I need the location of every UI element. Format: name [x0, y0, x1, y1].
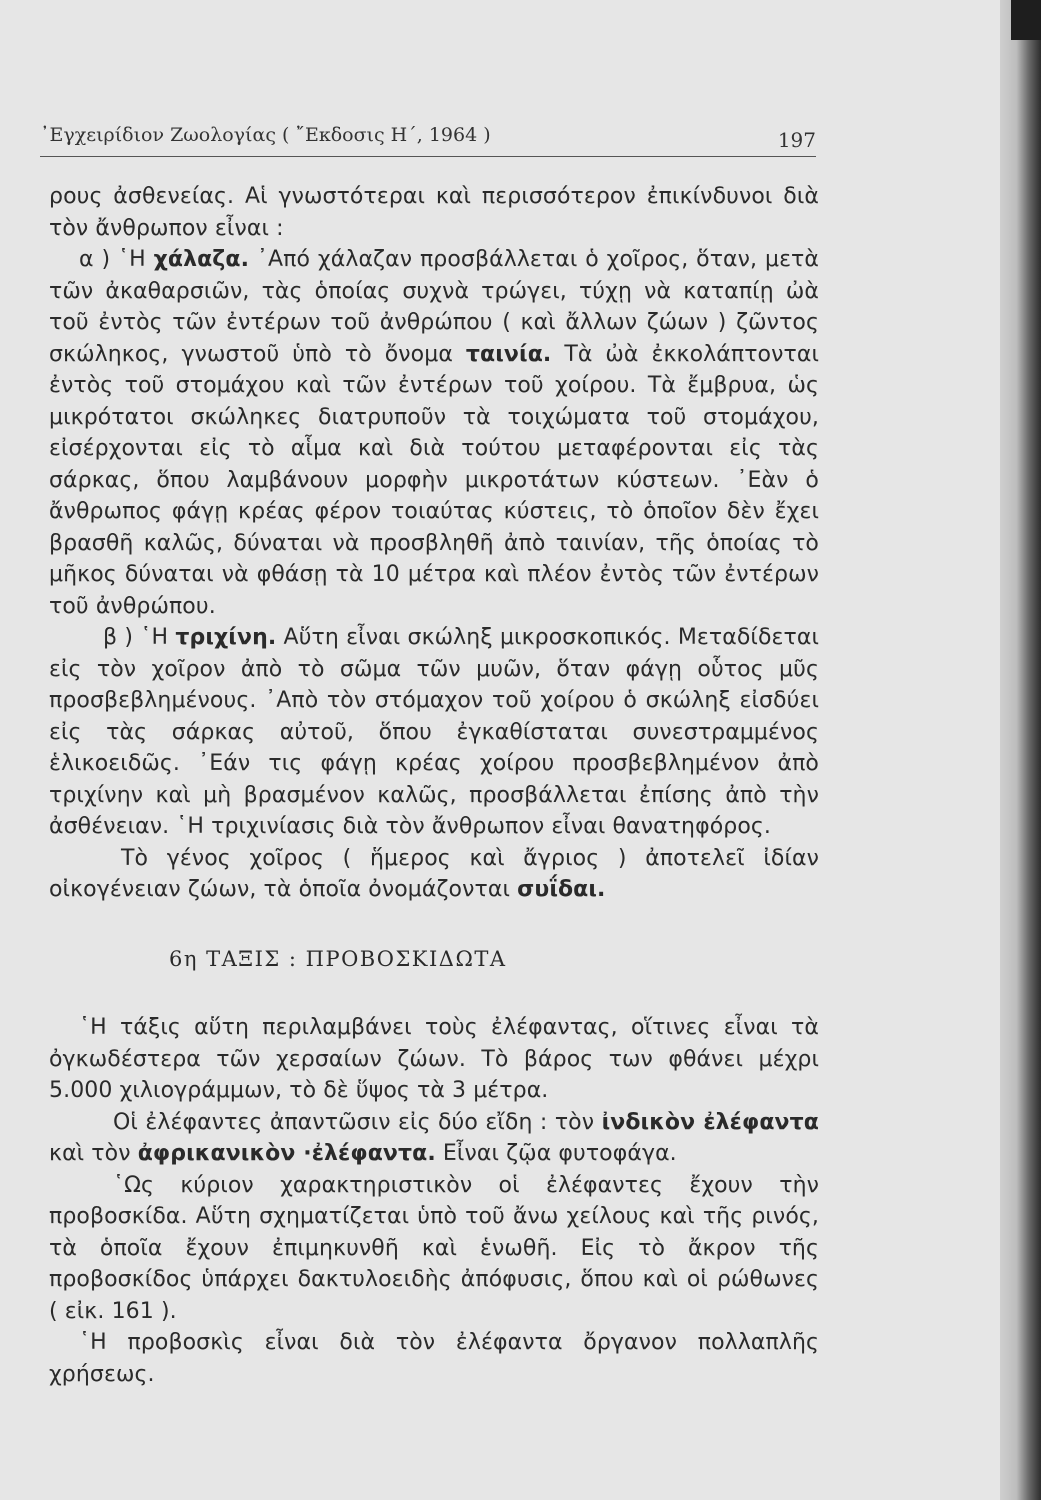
- term-suidae: συΐδαι.: [517, 877, 606, 902]
- term-african-elephant: ἀφρικανικὸν ·ἐλέφαντα.: [137, 1141, 436, 1166]
- paragraph-taenia: [49, 244, 819, 622]
- paragraph-suidae-text: Τὸ γένος χοῖρος ( ἥμερος καὶ ἄγριος ) ἀποτελεῖ ἰδίαν οἰκογένειαν ζώων, τὰ ὁποῖα ὀνομάζονται: [49, 845, 819, 902]
- scan-corner-dark: [1011, 0, 1041, 40]
- paragraph-species-text-3: Εἶναι ζῷα φυτοφάγα.: [435, 1141, 677, 1166]
- paragraph-trunk: ῾Ως κύριον χαρακτηριστικὸν οἱ ἐλέφαντες ἔχουν τὴν προβοσκίδα. Αὕτη σχηματίζεται ὑπὸ τοῦ ἄνω χείλους καὶ τῆς ρινός, τὰ ὁποῖα ἔχουν ἐπιμηκυνθῆ καὶ ἑνωθῆ. Εἰς τὸ ἄκρον τῆς προβοσκίδος ὑπάρχει δακτυλοειδὴς ἀπόφυσις, ὅπου καὶ οἱ ρώθωνες ( εἰκ. 161 ).: [49, 1172, 819, 1324]
- paragraph-trunk-use: ῾Η προβοσκὶς εἶναι διὰ τὸν ἐλέφαντα ὄργανον πολλαπλῆς χρήσεως.: [49, 1330, 819, 1387]
- paragraph-trichina-text: Αὕτη εἶναι σκώληξ μικροσκοπικός. Μεταδίδεται εἰς τὸν χοῖρον ἀπὸ τὸ σῶμα τῶν μυῶν, ὅταν φάγῃ οὗτος μῦς προσβεβλημένους. ᾿Απὸ τὸν στόμαχον τοῦ χοίρου ὁ σκώληξ εἰσδύει εἰς τὰς σάρκας αὐτοῦ, ὅπου ἐγκαθίσταται συνεστραμμένος ἑλικοειδῶς. ᾿Εάν τις φάγῃ κρέας χοίρου προσβεβλημένον ἀπὸ τριχίνην καὶ μὴ βρασμένον καλῶς, προσβάλλεται ἐπίσης ἀπὸ τὴν ἀσθένειαν. ῾Η τριχινίασις διὰ τὸν ἄνθρωπον εἶναι θανατηφόρος.: [49, 625, 819, 839]
- paragraph-1: ρους ἀσθενείας. Αἱ γνωστότεραι καὶ περισσότερον ἐπικίνδυνοι διὰ τὸν ἄνθρωπον εἶναι :: [49, 184, 819, 241]
- running-header: [40, 122, 816, 156]
- paragraph-species-text-1: Οἱ ἐλέφαντες ἀπαντῶσιν εἰς δύο εἴδη : τὸν: [113, 1109, 595, 1135]
- term-trichini: τριχίνη.: [175, 625, 277, 650]
- header-title: ᾿Εγχειρίδιον Ζωολογίας ( ῎Εκδοσις Η΄, 1964 ): [40, 124, 491, 146]
- section-heading: 6η ΤΑΞΙΣ : ΠΡΟΒΟΣΚΙΔΩΤΑ: [169, 946, 507, 971]
- page-number: 197: [777, 128, 816, 152]
- body-text: [49, 181, 819, 1390]
- paragraph-taenia-text-1: ᾿Από χάλαζαν προσβάλλεται ὁ χοῖρος, ὅταν, μετὰ τῶν ἀκαθαρσιῶν, τὰς ὁποίας συχνὰ τρώγει, τύχῃ νὰ καταπίῃ ὠὰ τοῦ ἐντὸς τῶν ἐντέρων τοῦ ἀνθρώπου ( καὶ ἄλλων ζώων ) ζῶντος σκώληκος, γνωστοῦ ὑπὸ τὸ ὄνομα: [49, 247, 820, 367]
- header-rule: [40, 156, 816, 157]
- paragraph-trichina: [49, 622, 819, 843]
- book-spine-shadow: [1000, 0, 1041, 1500]
- item-a-lead: α ) ῾Η: [79, 247, 146, 272]
- paragraph-species-text-2: καὶ τὸν: [49, 1141, 131, 1166]
- term-chalaza: χάλαζα.: [153, 247, 250, 272]
- term-indian-elephant: ἰνδικὸν ἐλέφαντα: [601, 1109, 819, 1135]
- term-tainia: ταινία.: [465, 341, 552, 367]
- paragraph-proboscidea: ῾Η τάξις αὕτη περιλαμβάνει τοὺς ἐλέφαντας, οἵτινες εἶναι τὰ ὀγκωδέστερα τῶν χερσαίων ζώων. Τὸ βάρος των φθάνει μέχρι 5.000 χιλιογράμμων, τὸ δὲ ὕψος τὰ 3 μέτρα.: [49, 1015, 819, 1103]
- paragraph-taenia-text-2: Τὰ ὠὰ ἐκκολάπτονται ἐντὸς τοῦ στομάχου καὶ τῶν ἐντέρων τοῦ χοίρου. Τὰ ἔμβρυα, ὡς μικρότατοι σκώληκες διατρυποῦν τὰ τοιχώματα τοῦ στομάχου, εἰσέρχονται εἰς τὸ αἷμα καὶ διὰ τούτου μεταφέρονται εἰς τὰς σάρκας, ὅπου λαμβάνουν μορφὴν μικροτάτων κύστεων. ᾿Εὰν ὁ ἄνθρωπος φάγῃ κρέας φέρον τοιαύτας κύστεις, τὸ ὁποῖον δὲν ἔχει βρασθῆ καλῶς, δύναται νὰ προσβληθῆ ἀπὸ ταινίαν, τῆς ὁποίας τὸ μῆκος δύναται νὰ φθάσῃ τὰ 10 μέτρα καὶ πλέον ἐντὸς τῶν ἐντέρων τοῦ ἀνθρώπου.: [49, 341, 819, 619]
- paragraph-species: [49, 1107, 819, 1170]
- item-b-lead: β ) ῾Η: [103, 625, 169, 650]
- paragraph-suidae: [49, 843, 819, 906]
